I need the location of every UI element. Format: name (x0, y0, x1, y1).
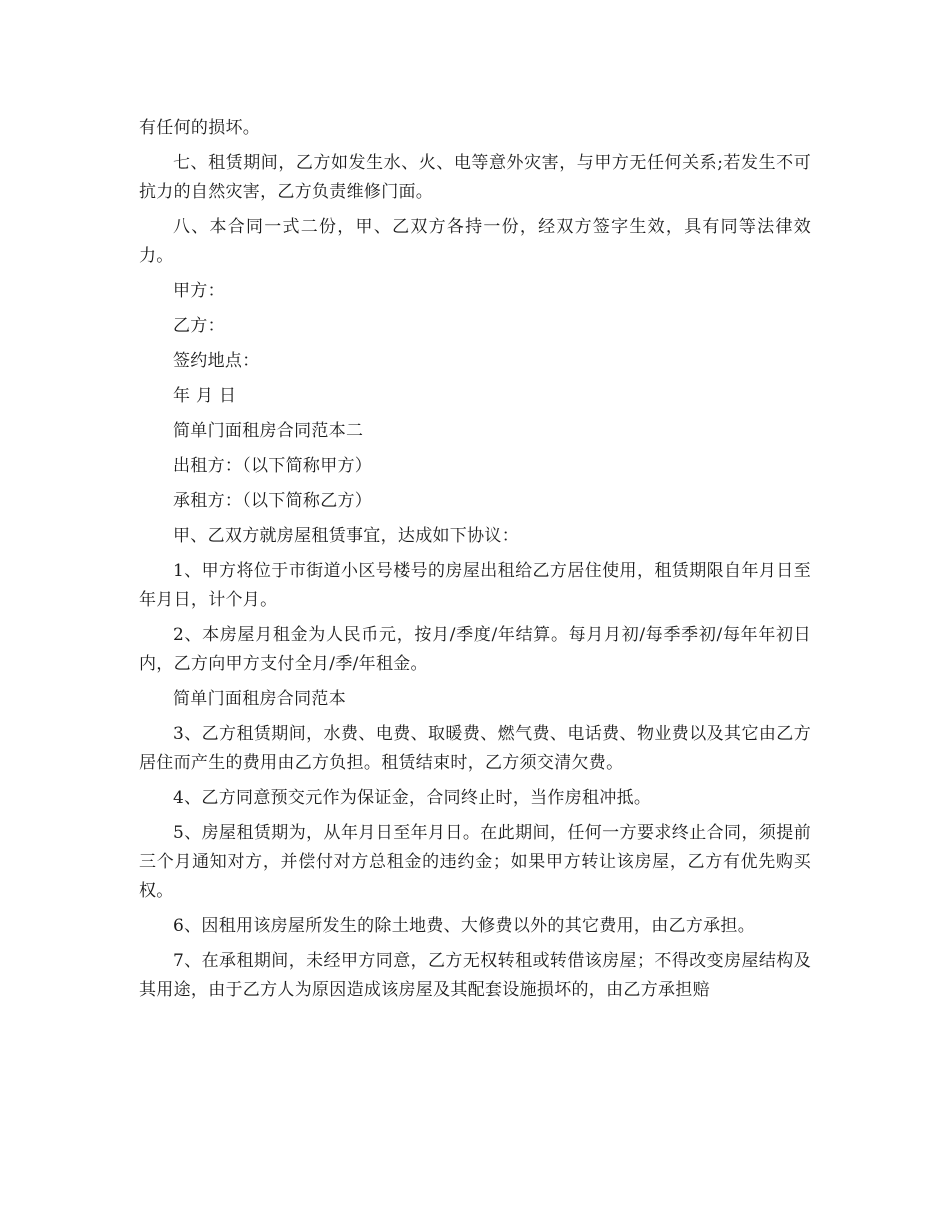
signature-party-b: 乙方： (173, 316, 225, 336)
document-body (139, 114, 811, 1011)
lessor-line: 出租方：（以下简称甲方） (173, 456, 373, 476)
agreement-intro: 甲、乙双方就房屋租赁事宜，达成如下协议： (173, 526, 519, 546)
clause-4: 4、乙方同意预交元作为保证金，合同终止时，当作房租冲抵。 (173, 788, 652, 808)
clause-6: 6、因租用该房屋所发生的除土地费、大修费以外的其它费用，由乙方承担。 (173, 916, 756, 936)
clause-1: 1、甲方将位于市街道小区号楼号的房屋出租给乙方居住使用，租赁期限自年月日至年月日，计个月。 (139, 561, 811, 610)
section-title-template-two: 简单门面租房合同范本二 (173, 421, 364, 441)
clause-eight: 八、本合同一式二份，甲、乙双方各持一份，经双方签字生效，具有同等法律效力。 (139, 217, 811, 266)
clause-3: 3、乙方租赁期间，水费、电费、取暖费、燃气费、电话费、物业费以及其它由乙方居住而产生的费用由乙方负担。租赁结束时，乙方须交清欠费。 (139, 724, 811, 773)
clause-7: 7、在承租期间，未经甲方同意，乙方无权转租或转借该房屋；不得改变房屋结构及其用途，由于乙方人为原因造成该房屋及其配套设施损坏的，由乙方承担赔 (139, 951, 811, 1000)
clause-2: 2、本房屋月租金为人民币元，按月/季度/年结算。每月月初/每季季初/每年年初日内，乙方向甲方支付全月/季/年租金。 (139, 625, 811, 674)
lessee-line: 承租方：（以下简称乙方） (173, 491, 373, 511)
clause-5: 5、房屋租赁期为，从年月日至年月日。在此期间，任何一方要求终止合同，须提前三个月通知对方，并偿付对方总租金的违约金；如果甲方转让该房屋，乙方有优先购买权。 (139, 823, 811, 901)
signing-date: 年 月 日 (173, 386, 237, 406)
signature-party-a: 甲方： (173, 281, 225, 301)
signing-location: 签约地点： (173, 351, 260, 371)
section-title-template: 简单门面租房合同范本 (173, 689, 346, 709)
paragraph-continuation: 有任何的损坏。 (139, 118, 261, 138)
clause-seven: 七、租赁期间，乙方如发生水、火、电等意外灾害，与甲方无任何关系;若发生不可抗力的自然灾害，乙方负责维修门面。 (139, 153, 811, 202)
